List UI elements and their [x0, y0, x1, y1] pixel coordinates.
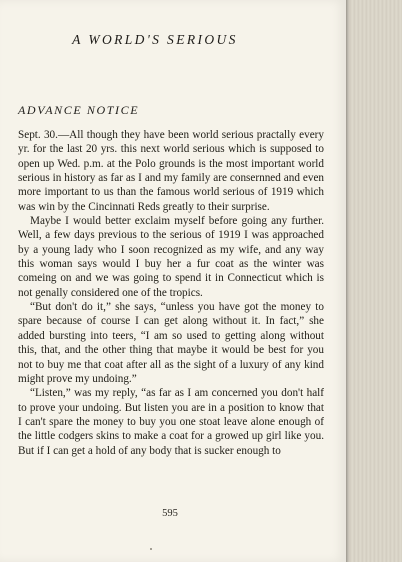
- paragraph: “Listen,” was my reply, “as far as I am concerned you don't half to prove your undoing. But listen you are in a position to know that I can't spare the money to buy you one stoat leave alone enough of the little codgers skins to make a coat for a growed up girl like you. But if I can get a hold of any body that is sucker enough to: [18, 387, 324, 457]
- paper-speck: [150, 548, 152, 550]
- section-title: ADVANCE NOTICE: [18, 103, 140, 117]
- paragraph: Sept. 30.—All though they have been world serious practally every yr. for the last 20 yrs. this next world serious which is supposed to open up Wed. p.m. at the Polo grounds is the most important world serious in history as far as I and my family are consernned and even more important to us than the famous world serious of 1919 which was win by the Cincinnati Reds greatly to their surprise.: [18, 129, 324, 213]
- page-number: 595: [162, 508, 178, 519]
- paragraph: “But don't do it,” she says, “unless you have got the money to spare because of course I can get along without it. In fact,” she added bursting into teers, “I am so used to getting along without this, that, and the other thing that maybe it would be best for you not to buy me that coat after all as the sight of a luxury of any kind might prove my undoing.”: [18, 301, 324, 385]
- running-head: A WORLD'S SERIOUS: [72, 32, 238, 47]
- paragraph: Maybe I would better exclaim myself before going any further. Well, a few days previous to the serious of 1919 I was approached by a young lady who I soon recognized as my wife, and any way this woman says would I buy her a fur coat as the winter was comeing on and we was going to spend it in Connecticut which is not genally considered one of the tropics.: [18, 215, 324, 299]
- body-text: [18, 128, 324, 458]
- page-edges: [346, 0, 402, 562]
